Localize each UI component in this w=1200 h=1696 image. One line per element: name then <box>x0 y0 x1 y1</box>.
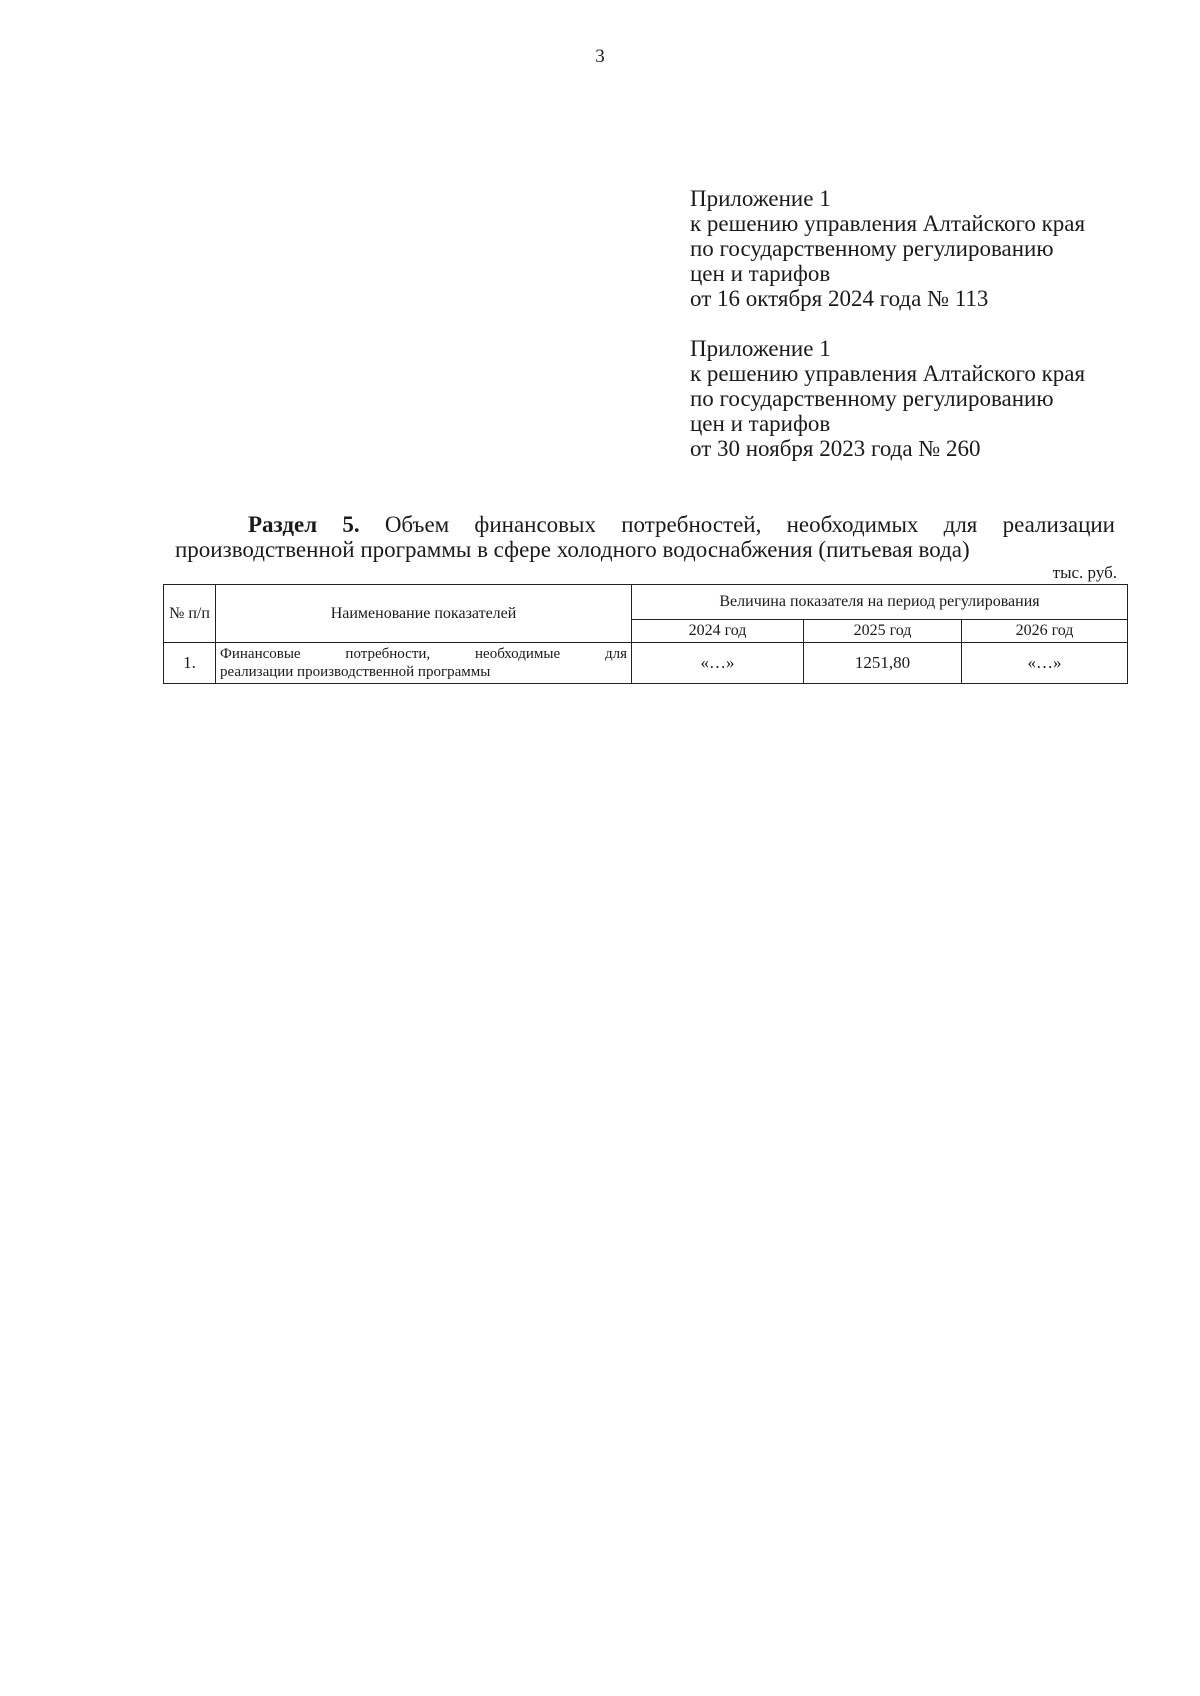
annex-line: по государственному регулированию <box>690 236 1054 261</box>
row-value-2026: «…» <box>962 643 1128 684</box>
header-name: Наименование показателей <box>216 585 632 643</box>
row-value-2025: 1251,80 <box>804 643 962 684</box>
header-num: № п/п <box>164 585 216 643</box>
header-year-2024: 2024 год <box>632 620 804 643</box>
annex-line: Приложение 1 <box>690 336 831 361</box>
annex-line: к решению управления Алтайского края <box>690 211 1086 236</box>
header-year-2026: 2026 год <box>962 620 1128 643</box>
row-num: 1. <box>164 643 216 684</box>
annex-line: Приложение 1 <box>690 186 831 211</box>
annex-header-previous <box>690 336 1160 461</box>
page-number: 3 <box>595 46 605 67</box>
annex-date-line: от 30 ноября 2023 года № 260 <box>690 436 981 461</box>
section-title-part-1: Объем финансовых потребностей, необходимых для реализации <box>384 512 1115 537</box>
row-value-2024: «…» <box>632 643 804 684</box>
section-label: Раздел 5. <box>248 512 360 537</box>
row-name-line-2: реализации производственной программы <box>220 664 491 680</box>
table-header-row <box>164 585 1128 620</box>
header-year-2025: 2025 год <box>804 620 962 643</box>
section-heading-line-1 <box>175 512 1115 537</box>
section-title-part-2: производственной программы в сфере холодного водоснабжения (питьевая вода) <box>175 537 970 562</box>
annex-line: цен и тарифов <box>690 261 831 286</box>
row-name-line-1: Финансовые потребности, необходимые для <box>220 646 627 662</box>
annex-line: к решению управления Алтайского края <box>690 361 1086 386</box>
annex-header-current <box>690 186 1160 311</box>
unit-label: тыс. руб. <box>1052 563 1117 582</box>
header-period: Величина показателя на период регулирования <box>632 585 1128 620</box>
table-row <box>164 643 1128 684</box>
annex-line: по государственному регулированию <box>690 386 1054 411</box>
section-heading <box>175 512 1115 562</box>
financial-needs-table <box>163 584 1128 684</box>
row-name <box>216 643 632 684</box>
annex-date-line: от 16 октября 2024 года № 113 <box>690 286 989 311</box>
annex-line: цен и тарифов <box>690 411 831 436</box>
